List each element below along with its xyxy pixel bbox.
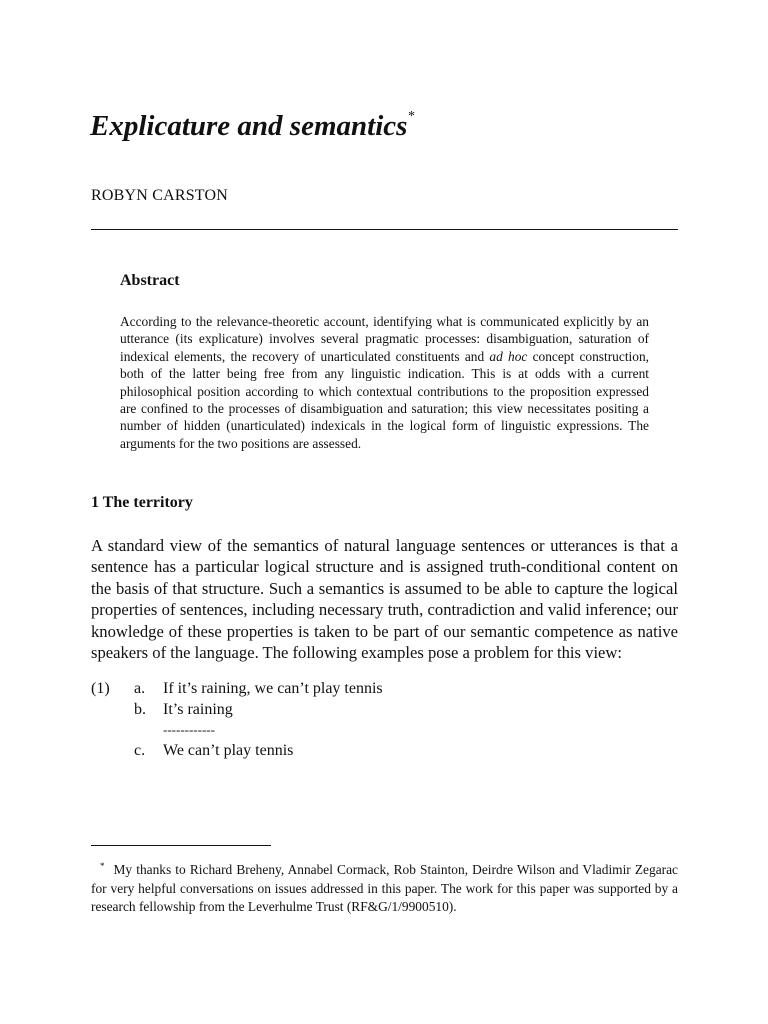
author-name: ROBYN CARSTON [91,187,228,204]
abstract-text [120,313,649,452]
example-text-a: If it’s raining, we can’t play tennis [163,680,383,697]
footnote-text: My thanks to Richard Breheny, Annabel Cormack, Rob Stainton, Deirdre Wilson and Vladimir Zegarac for very helpful conversations on issues addressed in this paper. The work for this paper was supported by a research fellowship from the Leverhulme Trust (RF&G/1/9900510). [91,862,678,914]
paper-title-text: Explicature and semantics [90,110,408,142]
example-label-b: b. [134,701,146,718]
example-text-b: It’s raining [163,701,233,718]
paper-title [90,110,414,143]
footnote-mark: * [100,861,105,871]
example-number: (1) [91,680,110,697]
example-label-c: c. [134,742,146,759]
header-divider [91,229,678,230]
abstract-text-part-2: concept construction, both of the latter being free from any linguistic indication. This is at odds with a current philosophical position according to which contextual contributions to the proposition expressed are confined to the processes of disambiguation and saturation; this view necessitates positing a number of hidden (unarticulated) indexicals in the logical form of linguistic expressions. The arguments for the two positions are assessed. [120,348,649,451]
example-text-c: We can’t play tennis [163,742,294,759]
example-label-a: a. [134,680,146,697]
abstract-text-part-1: According to the relevance-theoretic account, identifying what is communicated explicitly by an utterance (its explicature) involves several pragmatic processes: disambiguation, saturation of indexical elements, the recovery of unarticulated constituents and [120,314,649,364]
footnote-divider [91,845,271,846]
section-paragraph: A standard view of the semantics of natural language sentences or utterances is that a sentence has a particular logical structure and is assigned truth-conditional content on the basis of that structure. Such a semantics is assumed to be able to capture the logical properties of sentences, including necessary truth, contradiction and valid inference; our knowledge of these properties is taken to be part of our semantic competence as native speakers of the language. The following examples pose a problem for this view: [91,536,678,663]
abstract-heading: Abstract [120,272,180,289]
example-divider: ------------ [163,722,215,737]
title-footnote-mark: * [407,109,415,125]
section-heading: 1 The territory [91,494,193,511]
abstract-italic-term: ad hoc [489,348,528,364]
footnote [91,861,678,915]
